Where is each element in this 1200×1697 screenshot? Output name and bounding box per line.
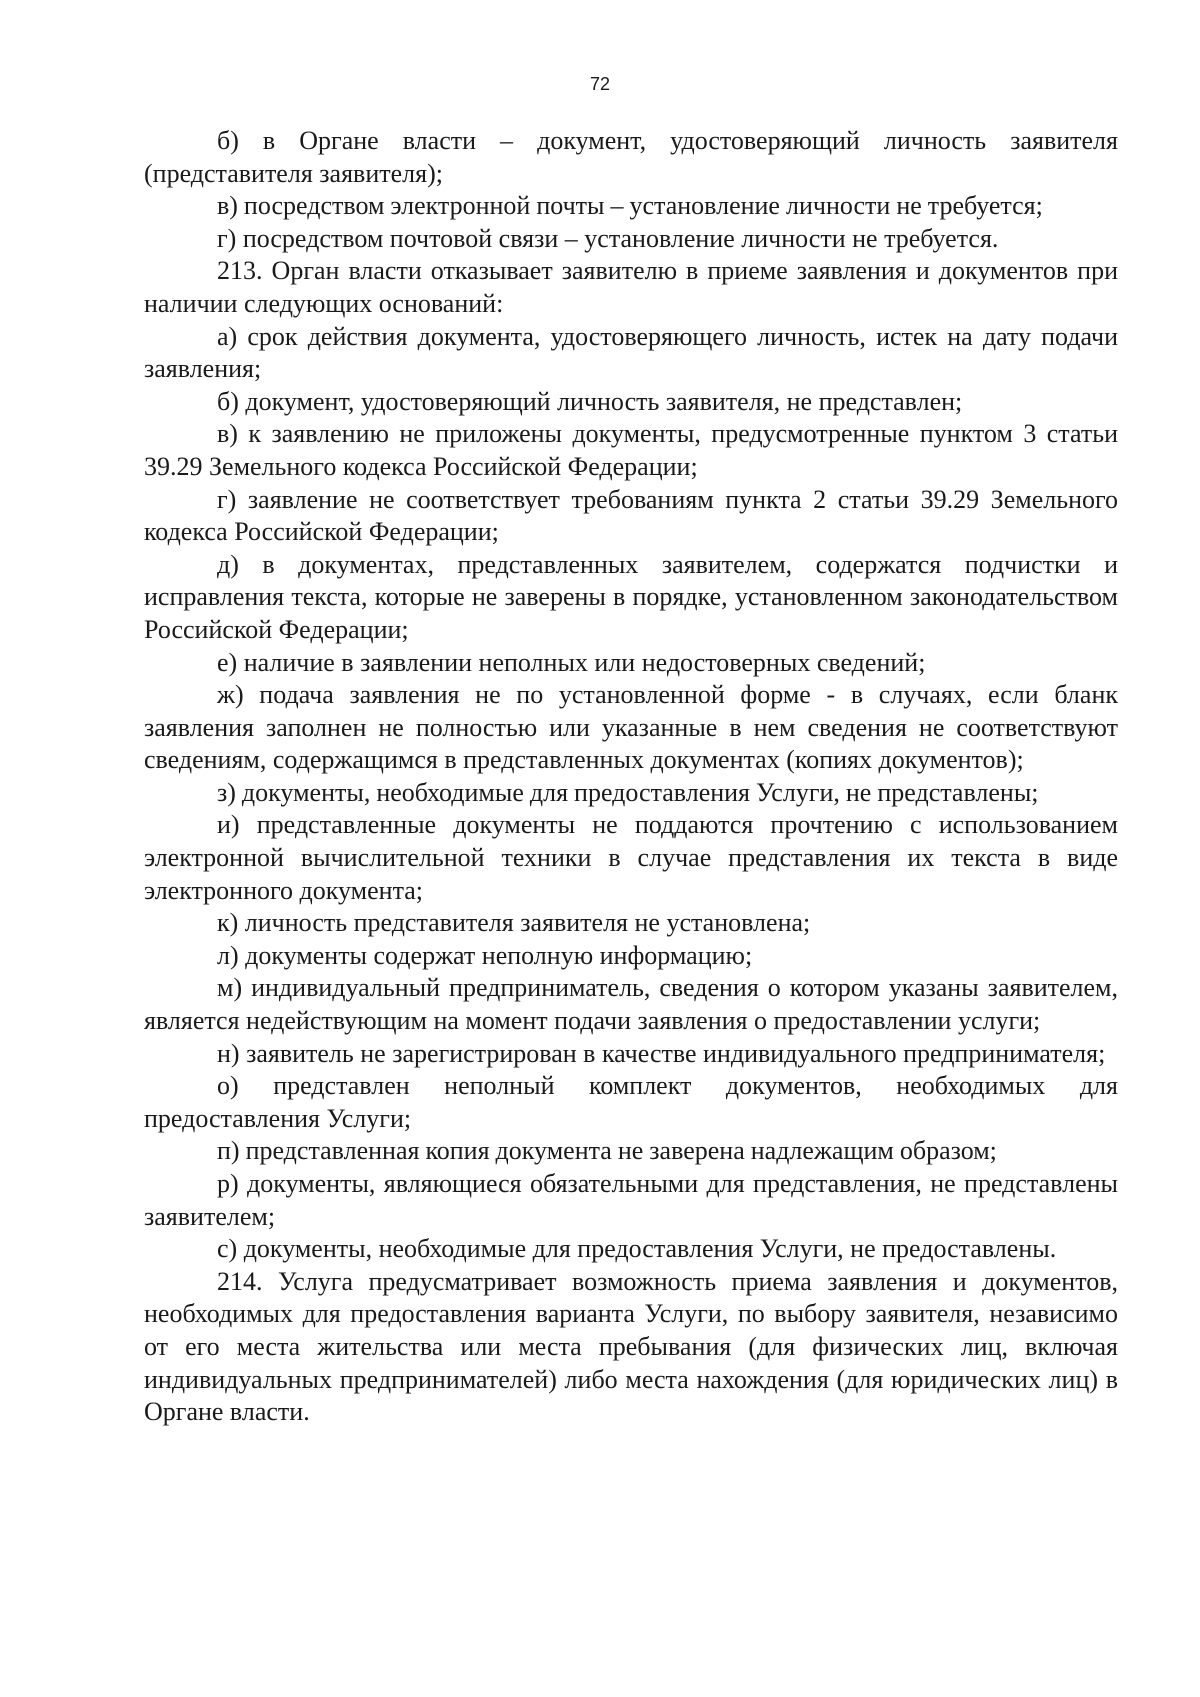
paragraph-d-corrections: д) в документах, представленных заявителем, содержатся подчистки и исправления текста, которые не заверены в порядке, установленном законодательством Российской Федерации; [144,549,1118,644]
paragraph-b-not-presented: б) документ, удостоверяющий личность заявителя, не представлен; [217,386,963,416]
paragraph-v-email: в) посредством электронной почты – установление личности не требуется; [217,191,1043,221]
paragraph-214: 214. Услуга предусматривает возможность приема заявления и документов, необходимых для предоставления варианта Услуги, по выбору заявителя, независимо от его места жительства или места пребывания (для физических лиц, включая индивидуальных предпринимателей) либо места нахождения (для юридических лиц) в Органе власти. [144,1266,1118,1427]
page-number: 72 [589,74,611,94]
paragraph-s-not-provided: с) документы, необходимые для предоставления Услуги, не предоставлены. [217,1234,1057,1264]
paragraph-i-unreadable: и) представленные документы не поддаются прочтению с использованием электронной вычислительной техники в случае представления их текста в виде электронного документа; [144,810,1118,905]
paragraph-k-identity: к) личность представителя заявителя не установлена; [217,908,811,938]
paragraph-b-organ: б) в Органе власти – документ, удостоверяющий личность заявителя (представителя заявителя); [144,126,1118,188]
paragraph-l-incomplete-info: л) документы содержат неполную информацию; [217,940,753,970]
paragraph-g-not-compliant: г) заявление не соответствует требованиям пункта 2 статьи 39.29 Земельного кодекса Российской Федерации; [144,484,1118,547]
paragraph-m-entrepreneur: м) индивидуальный предприниматель, сведения о котором указаны заявителем, является недействующим на момент подачи заявления о предоставлении услуги; [144,973,1118,1036]
paragraph-o-incomplete-set: о) представлен неполный комплект документов, необходимых для предоставления Услуги; [144,1071,1118,1133]
paragraph-r-mandatory: р) документы, являющиеся обязательными для представления, не представлены заявителем; [144,1169,1118,1231]
paragraph-e-incomplete: е) наличие в заявлении неполных или недостоверных сведений; [217,647,926,677]
paragraph-v-not-attached: в) к заявлению не приложены документы, предусмотренные пунктом 3 статьи 39.29 Земельного кодекса Российской Федерации; [144,419,1118,481]
paragraph-zh-form: ж) подача заявления не по установленной форме - в случаях, если бланк заявления заполнен не полностью или указанные в нем сведения не соответствуют сведениям, содержащимся в представленных документах (копиях документов); [144,680,1118,775]
paragraph-n-not-registered: н) заявитель не зарегистрирован в качестве индивидуального предпринимателя; [217,1038,1106,1068]
paragraph-z-documents: з) документы, необходимые для предоставления Услуги, не представлены; [217,777,1039,807]
document-body [144,125,1118,1429]
paragraph-g-post: г) посредством почтовой связи – установление личности не требуется. [217,223,999,253]
paragraph-213: 213. Орган власти отказывает заявителю в приеме заявления и документов при наличии следующих оснований: [144,256,1118,318]
paragraph-a-expired: а) срок действия документа, удостоверяющего личность, истек на дату подачи заявления; [144,321,1118,384]
paragraph-p-copy: п) представленная копия документа не заверена надлежащим образом; [217,1136,997,1166]
